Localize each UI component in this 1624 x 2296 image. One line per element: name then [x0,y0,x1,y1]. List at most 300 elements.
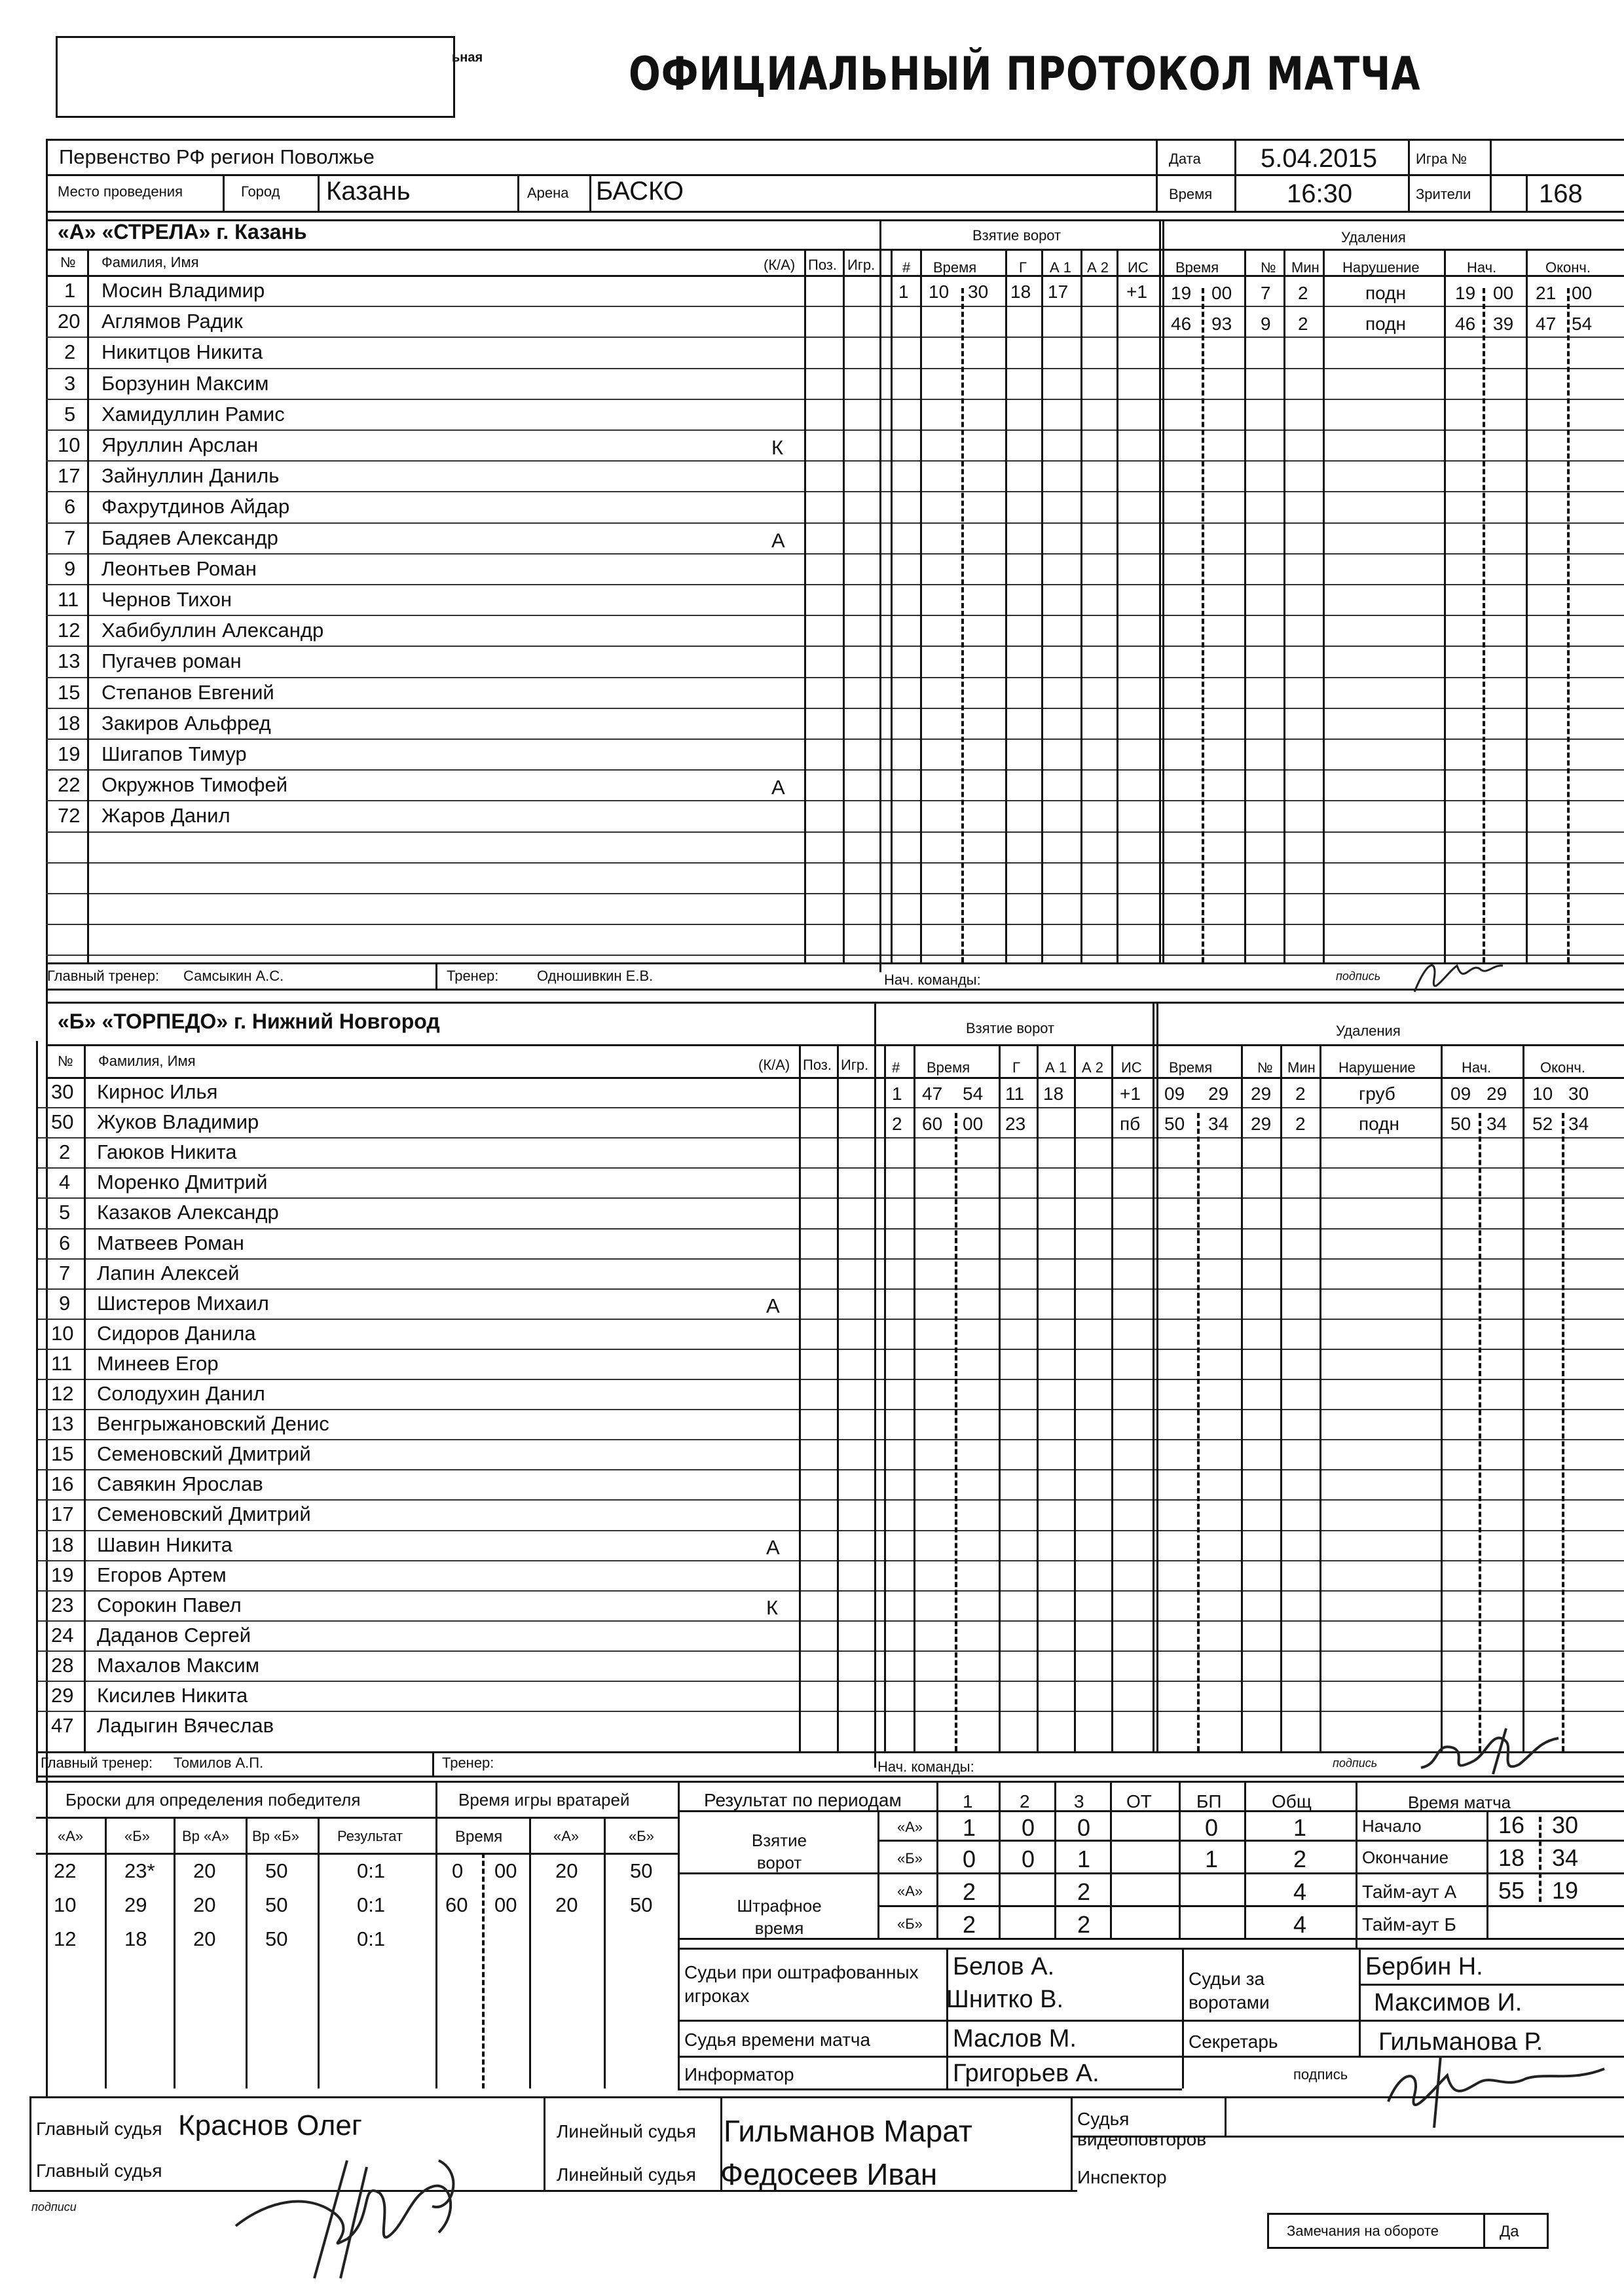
player-number: 17 [58,464,81,487]
row-divider [36,1409,1624,1410]
player-number: 5 [64,403,76,426]
player-number: 22 [58,773,81,796]
player-number: 7 [64,526,76,549]
player-name: Сидоров Данила [97,1322,256,1345]
goal-situation: +1 [1120,1084,1141,1104]
penalty-length: 2 [1298,283,1308,303]
player-name: Ладыгин Вячеслав [97,1714,274,1737]
period-value: 0 [1022,1814,1035,1841]
player-number: 19 [51,1563,74,1586]
col-ka-b: (К/А) [758,1057,790,1073]
row-divider [36,1650,1624,1652]
penalty-seconds: 29 [1208,1084,1229,1104]
goal-assist-1: 18 [1043,1084,1064,1104]
col-no-b: № [58,1053,73,1069]
col-pen-min: Мин [1291,259,1320,276]
shootout-cell: 29 [124,1893,147,1916]
referee-2-label: Главный судья [36,2160,162,2181]
player-name: Семеновский Дмитрий [97,1503,311,1525]
shootout-cell: 0:1 [357,1859,386,1882]
periods-pim-a-label: «А» [897,1883,923,1899]
row-divider [36,1499,1624,1501]
goal-scorer: 18 [1010,282,1031,302]
col-start: Нач. [1467,259,1497,276]
signatures-label: подписи [31,2200,77,2214]
player-number: 4 [59,1171,71,1194]
col-goal-time: Время [933,259,977,276]
row-divider [36,1560,1624,1561]
player-name: Венгрыжановский Денис [97,1412,329,1435]
secretary: Гильманова Р. [1378,2028,1543,2056]
period-value: 0 [963,1846,976,1872]
col-pen-min-b: Мин [1287,1059,1316,1076]
player-name: Борзунин Максим [101,372,269,395]
goalie-minutes: 60 [445,1893,468,1916]
player-name: Кисилев Никита [97,1684,248,1707]
row-divider [46,955,1624,956]
period-value: 4 [1293,1911,1307,1938]
player-name: Савякин Ярослав [97,1472,263,1495]
linesman-1-label: Линейный судья [557,2121,696,2141]
shootout-col-vrb: Вр «Б» [252,1828,299,1844]
player-name: Зайнуллин Даниль [101,464,280,487]
row-divider [36,1258,1624,1260]
corner-fragment: ьная [452,50,483,65]
penalty-seconds: 34 [1208,1114,1229,1134]
player-number: 15 [58,681,81,704]
penalty-minutes: 09 [1164,1084,1185,1104]
secretary-signature [1375,2043,1611,2134]
player-number: 23 [51,1594,74,1616]
player-role: А [771,529,785,552]
player-name: Жуков Владимир [97,1110,259,1133]
col-end: Оконч. [1545,259,1591,276]
periods-goals-label: Взятие ворот [751,1831,807,1872]
match-end-mm: 18 [1498,1844,1525,1871]
row-divider [46,708,1624,709]
referee-signature [216,2121,491,2285]
row-divider [46,306,1624,307]
row-divider [46,429,1624,431]
player-name: Лапин Алексей [97,1262,240,1285]
goal-minutes: 60 [922,1114,943,1134]
periods-title: Результат по периодам [704,1790,902,1810]
player-role: А [766,1294,780,1317]
period-value: 1 [1077,1846,1091,1872]
player-name: Шавин Никита [97,1533,232,1556]
goal-number: 1 [898,282,909,302]
penalty-player: 29 [1251,1084,1272,1104]
player-number: 20 [58,310,81,333]
team-a-penalties-header: Удаления [1341,229,1406,246]
spectators-label: Зрители [1416,186,1471,202]
date-value: 5.04.2015 [1261,144,1377,173]
shootout-title: Броски для определения победителя [65,1790,361,1810]
period-value: 2 [1077,1878,1091,1905]
player-number: 12 [58,619,81,642]
team-a-signature [1408,953,1506,1005]
informer-label: Информатор [684,2064,794,2085]
goal-number: 1 [892,1084,902,1104]
match-start-label: Начало [1362,1816,1422,1836]
player-name: Никитцов Никита [101,340,263,363]
player-role: К [771,436,784,459]
row-divider [36,1107,1624,1108]
row-divider [36,1288,1624,1290]
player-number: 6 [64,495,76,518]
row-divider [46,491,1624,492]
player-name: Хабибуллин Александр [101,619,324,642]
time-label: Время [1169,186,1213,202]
row-divider [36,1530,1624,1531]
arena-label: Арена [527,185,569,201]
player-name: Леонтьев Роман [101,557,257,580]
goal-minutes: 47 [922,1084,943,1104]
player-name: Моренко Дмитрий [97,1171,268,1194]
player-name: Шигапов Тимур [101,742,247,765]
penalty-start-mm: 19 [1455,283,1476,303]
penalty-end-mm: 52 [1532,1114,1553,1134]
player-name: Аглямов Радик [101,310,243,333]
player-name: Пугачев роман [101,649,242,672]
col-played: Игр. [847,257,876,273]
penalty-length: 2 [1295,1114,1306,1134]
team-a-chief-label: Нач. команды: [884,972,981,988]
secretary-signature-label: подпись [1293,2066,1348,2083]
goal-judge-1: Бербин Н. [1365,1953,1483,1980]
arena-value: БАСКО [596,177,684,206]
penalty-end-mm: 21 [1536,283,1557,303]
penalty-end-ss: 34 [1568,1114,1589,1134]
col-played-b: Игр. [841,1057,869,1073]
shootout-cell: 50 [265,1859,288,1882]
player-number: 11 [58,588,79,611]
row-divider [36,1439,1624,1440]
goal-seconds: 54 [963,1084,984,1104]
row-divider [46,831,1624,833]
penalty-violation: подн [1359,1114,1399,1134]
page-title: ОФИЦИАЛЬНЫЙ ПРОТОКОЛ МАТЧА [629,47,1421,101]
player-number: 3 [64,372,76,395]
col-start-b: Нач. [1462,1059,1492,1076]
penalty-minutes: 19 [1171,283,1192,303]
period-header: Общ [1272,1791,1312,1812]
linesman-1: Гильманов Марат [724,2114,972,2148]
city-label: Город [241,183,280,200]
secretary-label: Секретарь [1189,2032,1278,2052]
col-violation: Нарушение [1342,259,1420,276]
goal-judges-label: Судьи за воротами [1189,1969,1270,2013]
penalty-end-ss: 30 [1568,1084,1589,1104]
row-divider [46,924,1624,925]
row-divider [46,337,1624,338]
col-hash-b: # [892,1059,900,1076]
game-no-label: Игра № [1416,151,1467,167]
team-a-coach: Одношивкин Е.В. [537,968,654,984]
player-name: Сорокин Павел [97,1594,242,1616]
period-value: 2 [1077,1911,1091,1938]
col-a2-b: А 2 [1082,1059,1104,1076]
team-a-head-coach: Самсыкин А.С. [183,968,284,984]
goalie-b: 50 [630,1859,653,1882]
match-start-ss: 30 [1552,1812,1579,1838]
penalty-length: 2 [1298,314,1308,334]
player-number: 10 [51,1322,74,1345]
col-g-b: Г [1012,1059,1020,1076]
row-divider [36,1197,1624,1199]
penalty-start-ss: 39 [1493,314,1514,334]
player-name: Мосин Владимир [101,279,265,302]
player-name: Хамидуллин Рамис [101,403,285,426]
col-pen-time-b: Время [1169,1059,1213,1076]
row-divider [36,1319,1624,1320]
player-name: Минеев Егор [97,1352,219,1375]
player-name: Казаков Александр [97,1201,279,1224]
goal-seconds: 30 [968,282,989,302]
time-value: 16:30 [1287,179,1353,208]
col-name-b: Фамилия, Имя [98,1053,196,1069]
timeout-a-mm: 55 [1498,1877,1525,1904]
player-name: Кирнос Илья [97,1080,218,1103]
player-name: Гаюков Никита [97,1140,237,1163]
penalty-violation: груб [1359,1084,1395,1104]
player-number: 10 [58,433,81,456]
penalty-player: 29 [1251,1114,1272,1134]
referee-1-label: Главный судья [36,2119,162,2139]
player-number: 15 [51,1442,74,1465]
timeout-a-label: Тайм-аут А [1362,1882,1457,1902]
row-divider [46,615,1624,616]
player-number: 7 [59,1262,71,1285]
match-start-mm: 16 [1498,1812,1525,1838]
shootout-col-result: Результат [337,1828,403,1844]
informer: Григорьев А. [953,2060,1099,2087]
player-number: 9 [59,1292,71,1315]
player-name: Степанов Евгений [101,681,274,704]
penalty-seconds: 00 [1211,283,1232,303]
player-number: 6 [59,1231,71,1254]
team-b-head-coach-label: Главный тренер: [41,1755,153,1771]
col-a1-b: А 1 [1045,1059,1067,1076]
remarks-label: Замечания на обороте [1287,2223,1439,2239]
player-number: 72 [58,804,81,827]
goalie-seconds: 00 [494,1859,517,1882]
championship: Первенство РФ регион Поволжье [59,145,375,168]
row-divider [36,1167,1624,1169]
player-name: Фахрутдинов Айдар [101,495,290,518]
player-name: Окружнов Тимофей [101,773,288,796]
row-divider [36,1379,1624,1380]
player-role: А [766,1536,780,1559]
col-pen-time: Время [1175,259,1219,276]
row-divider [36,1469,1624,1470]
period-header: БП [1196,1791,1222,1812]
player-number: 30 [51,1080,74,1103]
player-name: Солодухин Данил [97,1382,265,1405]
player-number: 2 [59,1140,71,1163]
shootout-cell: 10 [54,1893,77,1916]
row-divider [46,399,1624,400]
period-value: 1 [963,1814,976,1841]
row-divider [36,1137,1624,1139]
col-violation-b: Нарушение [1338,1059,1416,1076]
col-pen-no: № [1261,259,1276,276]
shootout-cell: 20 [193,1859,216,1882]
goal-assist-1: 17 [1048,282,1069,302]
penalty-length: 2 [1295,1084,1306,1104]
period-header: 1 [963,1791,973,1812]
penalty-start-mm: 50 [1450,1114,1471,1134]
col-pos: Поз. [808,257,837,273]
goal-judge-2: Максимов И. [1374,1989,1522,2016]
team-b-signature-label: подпись [1333,1757,1378,1770]
period-header: ОТ [1126,1791,1152,1812]
player-name: Яруллин Арслан [101,433,259,456]
inspector-label: Инспектор [1077,2167,1167,2187]
match-end-label: Окончание [1362,1848,1449,1867]
row-divider [46,862,1624,864]
row-divider [36,1711,1624,1712]
row-divider [46,893,1624,894]
logo-box [56,36,455,118]
penalty-start-mm: 46 [1455,314,1476,334]
period-value: 1 [1293,1814,1307,1841]
team-a-coach-label: Тренер: [447,968,499,984]
penalty-start-ss: 00 [1493,283,1514,303]
shootout-cell: 0:1 [357,1893,386,1916]
penalty-player: 9 [1261,314,1271,334]
player-number: 17 [51,1503,74,1525]
player-name: Матвеев Роман [97,1231,244,1254]
city-value: Казань [326,177,411,206]
col-hash: # [902,259,911,276]
row-divider [36,1620,1624,1622]
goal-situation: пб [1120,1114,1141,1134]
player-number: 24 [51,1624,74,1647]
goalie-a: 20 [555,1859,578,1882]
period-value: 1 [1205,1846,1219,1872]
linesman-2: Федосеев Иван [720,2157,938,2191]
period-value: 2 [963,1878,976,1905]
period-header: 3 [1074,1791,1084,1812]
player-name: Семеновский Дмитрий [97,1442,311,1465]
player-number: 13 [51,1412,74,1435]
shootout-cell: 18 [124,1927,147,1950]
player-name: Шистеров Михаил [97,1292,269,1315]
col-pen-no-b: № [1257,1059,1273,1076]
col-name: Фамилия, Имя [101,254,199,270]
player-number: 1 [64,279,76,302]
team-b-title: «Б» «ТОРПЕДО» г. Нижний Новгород [58,1010,440,1033]
player-number: 18 [51,1533,74,1556]
player-number: 12 [51,1382,74,1405]
goalie-minutes: 0 [452,1859,464,1882]
period-value: 0 [1022,1846,1035,1872]
col-is: ИС [1128,259,1149,276]
row-divider [46,368,1624,369]
team-b-signature [1408,1702,1578,1787]
period-value: 2 [1293,1846,1307,1872]
goal-number: 2 [892,1114,902,1134]
player-number: 19 [58,742,81,765]
row-divider [46,553,1624,555]
player-number: 47 [51,1714,74,1737]
penalty-start-mm: 09 [1450,1084,1471,1104]
penalty-start-ss: 29 [1486,1084,1507,1104]
goalie-a: 20 [555,1893,578,1916]
penalty-start-ss: 34 [1486,1114,1507,1134]
team-a-signature-label: подпись [1336,970,1381,983]
col-end-b: Оконч. [1540,1059,1585,1076]
timekeeper-label: Судья времени матча [684,2030,871,2050]
player-number: 28 [51,1654,74,1677]
row-divider [36,1349,1624,1350]
penalty-minutes: 50 [1164,1114,1185,1134]
goalie-b: 50 [630,1893,653,1916]
venue-label: Место проведения [58,183,183,200]
row-divider [46,738,1624,740]
shootout-cell: 23* [124,1859,155,1882]
player-number: 50 [51,1110,74,1133]
match-time-title: Время матча [1408,1793,1511,1812]
team-b-goals-header: Взятие ворот [966,1020,1055,1036]
goalie-seconds: 00 [494,1893,517,1916]
penalty-seconds: 93 [1211,314,1232,334]
penalty-violation: подн [1365,314,1406,334]
col-ka: (К/А) [764,257,796,273]
linesman-2-label: Линейный судья [557,2164,696,2185]
row-divider [46,522,1624,524]
player-number: 18 [58,712,81,735]
penalty-player: 7 [1261,283,1271,303]
col-a1: А 1 [1050,259,1072,276]
player-role: А [771,776,785,799]
goal-scorer: 23 [1005,1114,1026,1134]
penalty-end-ss: 00 [1572,283,1593,303]
team-b-head-coach: Томилов А.П. [174,1755,264,1771]
remarks-value: Да [1500,2223,1519,2240]
row-divider [46,584,1624,585]
row-divider [46,800,1624,801]
player-number: 2 [64,340,76,363]
col-g: Г [1019,259,1027,276]
penalty-minutes: 46 [1171,314,1192,334]
row-divider [46,460,1624,462]
match-end-ss: 34 [1552,1844,1579,1871]
team-b-chief-label: Нач. команды: [877,1758,974,1775]
video-referee-label: Судья видеоповторов [1077,2109,1207,2149]
player-number: 9 [64,557,76,580]
goalie-col-a: «А» [553,1828,580,1844]
penalty-violation: подн [1365,283,1406,303]
periods-goals-b-label: «Б» [897,1850,923,1867]
penalty-box-judge-1: Белов А. [953,1953,1055,1980]
period-header: 2 [1020,1791,1030,1812]
shootout-cell: 12 [54,1927,77,1950]
col-goal-time-b: Время [927,1059,970,1076]
timekeeper: Маслов М. [953,2025,1077,2052]
timeout-b-label: Тайм-аут Б [1362,1914,1456,1935]
team-a-goals-header: Взятие ворот [972,227,1061,244]
col-pos-b: Поз. [803,1057,832,1073]
goalie-time-title: Время игры вратарей [458,1790,630,1810]
timeout-a-ss: 19 [1552,1877,1579,1904]
shootout-cell: 50 [265,1893,288,1916]
player-number: 13 [58,649,81,672]
period-value: 0 [1205,1814,1219,1841]
row-divider [46,677,1624,678]
row-divider [46,769,1624,771]
